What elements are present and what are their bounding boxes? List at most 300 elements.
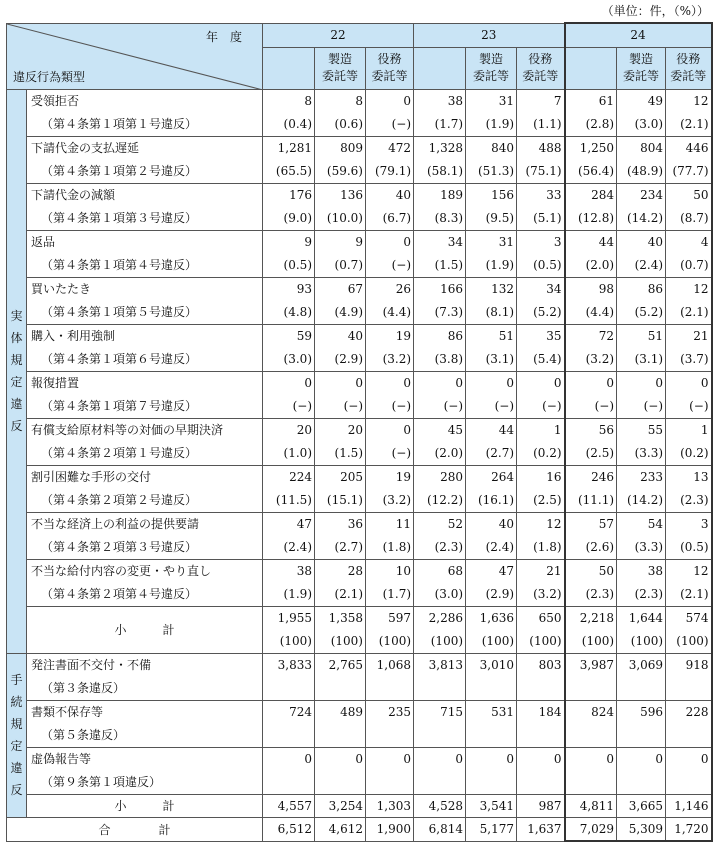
percent-value: (2.3) [434, 539, 464, 554]
value-cell [466, 700, 517, 747]
value-cell [414, 465, 466, 512]
count-value: 51 [647, 328, 664, 343]
header-type-label: 違反行為類型 [13, 69, 86, 84]
empty-line [668, 724, 709, 747]
percent-value: (4.4) [382, 304, 412, 319]
group-label-jittai-char: 規 [10, 352, 23, 367]
count-value: 3,833 [277, 657, 312, 672]
count-value: 574 [685, 610, 709, 625]
value-cell [263, 89, 315, 136]
value-cell [263, 747, 315, 794]
percent-value: (100) [378, 633, 412, 648]
percent-value: (1.7) [434, 116, 464, 131]
table-row [7, 418, 712, 465]
value-cell [315, 418, 366, 465]
percent-value: (5.4) [533, 351, 562, 366]
value-cell [366, 465, 414, 512]
violation-name: 下請代金の支払遅延 [31, 140, 140, 155]
value-cell [366, 512, 414, 559]
count-value: 0 [700, 375, 709, 390]
value-cell [366, 183, 414, 230]
value-cell [263, 700, 315, 747]
value-cell [466, 136, 517, 183]
count-value: 132 [491, 281, 515, 296]
value-cell [366, 371, 414, 418]
percent-value: (4.9) [334, 304, 363, 319]
value-cell [517, 747, 565, 794]
percent-value: (0.5) [680, 539, 709, 554]
count-value: 5,177 [466, 817, 517, 841]
count-value: 2,765 [328, 657, 363, 672]
count-value: 3 [700, 516, 709, 531]
count-value: 6,512 [263, 817, 315, 841]
value-cell [315, 230, 366, 277]
count-value: 7 [553, 93, 562, 108]
value-cell [466, 606, 517, 653]
percent-value: (3.3) [634, 539, 664, 554]
value-cell [666, 606, 712, 653]
violation-name: 下請代金の減額 [31, 187, 116, 202]
count-value: 0 [304, 751, 312, 766]
value-cell [617, 277, 666, 324]
group-label-tetsuzuki-char: 反 [10, 782, 23, 797]
value-cell [517, 277, 565, 324]
percent-value: (77.7) [672, 163, 709, 178]
count-value: 224 [289, 469, 312, 484]
total-row [7, 817, 712, 841]
value-cell [517, 559, 565, 606]
count-value: 1,955 [277, 610, 312, 625]
value-cell [414, 136, 466, 183]
count-value: 59 [296, 328, 312, 343]
percent-value: (2.1) [334, 586, 363, 601]
value-cell [263, 653, 315, 700]
percent-value: (100) [581, 633, 615, 648]
percent-value: (1.9) [485, 257, 515, 272]
percent-value: (1.9) [485, 116, 515, 131]
count-value: 38 [296, 563, 312, 578]
percent-value: (1.8) [533, 539, 562, 554]
violation-table [6, 22, 713, 842]
count-value: 987 [517, 794, 565, 817]
percent-value: (1.8) [382, 539, 412, 554]
percent-value: (5.2) [634, 304, 664, 319]
count-value: 2,218 [579, 610, 615, 625]
count-value: 47 [498, 563, 515, 578]
value-cell [315, 371, 366, 418]
value-cell [565, 230, 617, 277]
count-value: 235 [388, 704, 412, 719]
percent-value: (48.9) [626, 163, 664, 178]
percent-value: (−) [391, 445, 412, 460]
year-header-24: 24 [565, 23, 712, 47]
row-label [27, 324, 263, 371]
violation-clause: （第３条違反） [41, 680, 126, 695]
count-value: 0 [403, 234, 412, 249]
count-value: 12 [693, 93, 709, 108]
count-value: 597 [388, 610, 412, 625]
value-cell [414, 371, 466, 418]
value-cell [617, 559, 666, 606]
value-cell [315, 653, 366, 700]
value-cell [565, 465, 617, 512]
percent-value: (−) [391, 398, 412, 413]
value-cell [466, 653, 517, 700]
percent-value: (11.5) [275, 492, 312, 507]
value-cell [617, 183, 666, 230]
empty-line [368, 771, 411, 794]
value-cell [565, 418, 617, 465]
value-cell [617, 89, 666, 136]
value-cell [263, 277, 315, 324]
value-cell [263, 324, 315, 371]
group-label-jittai-char: 体 [10, 330, 23, 345]
value-cell [565, 136, 617, 183]
count-value: 4,612 [315, 817, 366, 841]
percent-value: (0.7) [680, 257, 709, 272]
percent-value: (12.8) [577, 210, 615, 225]
count-value: 1,644 [628, 610, 664, 625]
value-cell [565, 371, 617, 418]
subcol-seizo-22: 製造 委託等 [315, 47, 366, 89]
count-value: 34 [546, 281, 562, 296]
percent-value: (2.0) [585, 257, 615, 272]
value-cell [414, 747, 466, 794]
value-cell [315, 747, 366, 794]
table-row [7, 700, 712, 747]
percent-value: (−) [542, 398, 562, 413]
count-value: 11 [395, 516, 412, 531]
percent-value: (7.3) [434, 304, 464, 319]
percent-value: (−) [391, 116, 412, 131]
count-value: 1,720 [666, 817, 712, 841]
count-value: 93 [296, 281, 312, 296]
header-row-years [7, 23, 712, 47]
value-cell [617, 700, 666, 747]
count-value: 4,811 [565, 794, 617, 817]
count-value: 3,254 [315, 794, 366, 817]
table-row [7, 465, 712, 512]
count-value: 809 [340, 140, 363, 155]
count-value: 0 [700, 751, 709, 766]
value-cell [263, 183, 315, 230]
row-label [27, 653, 263, 700]
violation-clause: （第４条第１項第７号違反） [41, 398, 198, 413]
value-cell [666, 418, 712, 465]
count-value: 234 [640, 187, 664, 202]
value-cell [565, 324, 617, 371]
year-header-22: 22 [263, 23, 414, 47]
value-cell [565, 277, 617, 324]
value-cell [366, 230, 414, 277]
value-cell [366, 418, 414, 465]
percent-value: (−) [391, 257, 412, 272]
value-cell [466, 277, 517, 324]
empty-line [416, 677, 463, 700]
empty-line [317, 771, 363, 794]
percent-value: (1.7) [382, 586, 412, 601]
count-value: 8 [355, 93, 363, 108]
count-value: 4,528 [414, 794, 466, 817]
count-value: 38 [447, 93, 464, 108]
count-value: 228 [685, 704, 709, 719]
count-value: 166 [440, 281, 464, 296]
violation-name: 受領拒否 [31, 93, 80, 108]
percent-value: (2.4) [283, 539, 312, 554]
value-cell [366, 559, 414, 606]
value-cell [617, 230, 666, 277]
violation-name: 報復措置 [31, 375, 80, 390]
empty-line [519, 677, 562, 700]
percent-value: (−) [443, 398, 464, 413]
row-label [27, 465, 263, 512]
value-cell [414, 606, 466, 653]
percent-value: (14.2) [626, 210, 664, 225]
count-value: 1,303 [366, 794, 414, 817]
value-cell [466, 747, 517, 794]
percent-value: (2.5) [533, 492, 562, 507]
count-value: 1,250 [579, 140, 615, 155]
subcol-total-24 [565, 47, 617, 89]
count-value: 6,814 [414, 817, 466, 841]
empty-line [317, 677, 363, 700]
violation-clause: （第４条第１項第３号違反） [41, 210, 198, 225]
percent-value: (−) [292, 398, 312, 413]
count-value: 1 [700, 422, 709, 437]
count-value: 72 [598, 328, 615, 343]
percent-value: (2.4) [634, 257, 664, 272]
count-value: 176 [289, 187, 312, 202]
value-cell [366, 324, 414, 371]
count-value: 34 [447, 234, 464, 249]
violation-clause: （第９条第１項違反） [41, 774, 162, 789]
value-cell [366, 606, 414, 653]
value-cell [565, 606, 617, 653]
empty-line [519, 724, 562, 747]
value-cell [414, 512, 466, 559]
empty-line [619, 677, 663, 700]
violation-name: 虚偽報告等 [31, 751, 92, 766]
count-value: 26 [395, 281, 412, 296]
count-value: 9 [355, 234, 363, 249]
percent-value: (3.1) [634, 351, 664, 366]
count-value: 3,069 [628, 657, 664, 672]
value-cell [517, 700, 565, 747]
percent-value: (9.0) [283, 210, 312, 225]
count-value: 3 [553, 234, 562, 249]
value-cell [466, 371, 517, 418]
value-cell [366, 89, 414, 136]
table-row [7, 183, 712, 230]
group-label-jittai-char: 定 [10, 374, 23, 389]
percent-value: (3.2) [382, 492, 412, 507]
percent-value: (4.4) [585, 304, 615, 319]
violation-clause: （第４条第２項第３号違反） [41, 539, 198, 554]
percent-value: (65.5) [275, 163, 312, 178]
empty-line [265, 724, 312, 747]
violation-name: 買いたたき [31, 281, 92, 296]
value-cell [666, 324, 712, 371]
violation-name: 有償支給原材料等の対価の早期決済 [31, 422, 224, 437]
count-value: 19 [395, 328, 412, 343]
count-value: 67 [347, 281, 363, 296]
violation-name: 発注書面不交付・不備 [31, 657, 152, 672]
percent-value: (75.1) [525, 163, 562, 178]
value-cell [315, 324, 366, 371]
percent-value: (8.1) [485, 304, 515, 319]
group-label-tetsuzuki-char: 違 [10, 760, 23, 775]
value-cell [666, 89, 712, 136]
value-cell [666, 136, 712, 183]
percent-value: (2.7) [334, 539, 363, 554]
empty-line [468, 771, 514, 794]
row-label [27, 512, 263, 559]
percent-value: (2.3) [634, 586, 664, 601]
value-cell [466, 465, 517, 512]
percent-value: (2.1) [680, 304, 709, 319]
percent-value: (2.6) [585, 539, 615, 554]
percent-value: (2.4) [485, 539, 515, 554]
percent-value: (3.2) [585, 351, 615, 366]
value-cell [263, 559, 315, 606]
count-value: 13 [693, 469, 709, 484]
value-cell [666, 183, 712, 230]
count-value: 0 [304, 375, 312, 390]
value-cell [617, 512, 666, 559]
percent-value: (14.2) [626, 492, 664, 507]
percent-value: (59.6) [326, 163, 363, 178]
value-cell [517, 136, 565, 183]
value-cell [517, 512, 565, 559]
empty-line [416, 771, 463, 794]
count-value: 44 [498, 422, 515, 437]
group-label-tetsuzuki-char: 続 [10, 694, 23, 709]
value-cell [617, 747, 666, 794]
count-value: 1,636 [479, 610, 515, 625]
row-label [27, 700, 263, 747]
empty-line [368, 677, 411, 700]
value-cell [666, 559, 712, 606]
value-cell [466, 230, 517, 277]
value-cell [517, 183, 565, 230]
count-value: 50 [693, 187, 709, 202]
count-value: 1,068 [376, 657, 412, 672]
count-value: 596 [640, 704, 664, 719]
percent-value: (58.1) [426, 163, 464, 178]
count-value: 40 [647, 234, 664, 249]
table-row [7, 747, 712, 794]
value-cell [263, 465, 315, 512]
group-label-tetsuzuki-char: 規 [10, 716, 23, 731]
count-value: 61 [598, 93, 615, 108]
count-value: 1,281 [277, 140, 312, 155]
count-value: 264 [491, 469, 515, 484]
value-cell [366, 700, 414, 747]
count-value: 86 [447, 328, 464, 343]
count-value: 19 [395, 469, 412, 484]
percent-value: (3.3) [634, 445, 664, 460]
percent-value: (3.0) [434, 586, 464, 601]
group-label-tetsuzuki-char: 定 [10, 738, 23, 753]
percent-value: (2.8) [585, 116, 615, 131]
count-value: 0 [655, 375, 664, 390]
group-label-jittai-char: 違 [10, 396, 23, 411]
count-value: 1,328 [428, 140, 464, 155]
percent-value: (1.5) [334, 445, 363, 460]
percent-value: (100) [430, 633, 464, 648]
value-cell [517, 418, 565, 465]
violation-name: 不当な給付内容の変更・やり直し [31, 563, 212, 578]
count-value: 9 [304, 234, 312, 249]
header-nendo: 年 度 [205, 29, 242, 44]
value-cell [617, 418, 666, 465]
empty-line [468, 724, 514, 747]
count-value: 1,358 [328, 610, 363, 625]
total-label: 合 計 [7, 817, 263, 841]
value-cell [666, 512, 712, 559]
count-value: 246 [591, 469, 615, 484]
empty-line [265, 771, 312, 794]
count-value: 3,813 [428, 657, 464, 672]
percent-value: (1.0) [283, 445, 312, 460]
percent-value: (79.1) [374, 163, 412, 178]
percent-value: (6.7) [382, 210, 412, 225]
percent-value: (100) [529, 633, 562, 648]
year-header-23: 23 [414, 23, 565, 47]
percent-value: (3.1) [485, 351, 515, 366]
percent-value: (15.1) [326, 492, 363, 507]
count-value: 0 [606, 751, 615, 766]
percent-value: (3.0) [283, 351, 312, 366]
percent-value: (5.1) [533, 210, 562, 225]
count-value: 233 [640, 469, 664, 484]
count-value: 0 [506, 751, 515, 766]
value-cell [565, 89, 617, 136]
subtotal-row-tetsuzuki [7, 794, 712, 817]
percent-value: (0.6) [334, 116, 363, 131]
value-cell [466, 512, 517, 559]
count-value: 98 [598, 281, 615, 296]
count-value: 0 [606, 375, 615, 390]
count-value: 52 [447, 516, 464, 531]
value-cell [263, 136, 315, 183]
row-label [27, 183, 263, 230]
value-cell [565, 653, 617, 700]
value-cell [414, 89, 466, 136]
group-label-jittai [7, 89, 27, 653]
value-cell [517, 324, 565, 371]
value-cell [517, 653, 565, 700]
percent-value: (10.0) [326, 210, 363, 225]
count-value: 0 [355, 751, 363, 766]
percent-value: (0.2) [680, 445, 709, 460]
count-value: 0 [403, 375, 412, 390]
count-value: 1,146 [666, 794, 712, 817]
value-cell [263, 606, 315, 653]
percent-value: (2.9) [334, 351, 363, 366]
count-value: 0 [455, 375, 464, 390]
group-label-jittai-char: 実 [10, 308, 23, 323]
percent-value: (3.0) [634, 116, 664, 131]
subcol-seizo-23: 製造 委託等 [466, 47, 517, 89]
count-value: 51 [498, 328, 515, 343]
count-value: 1,900 [366, 817, 414, 841]
percent-value: (5.2) [533, 304, 562, 319]
value-cell [366, 747, 414, 794]
count-value: 446 [685, 140, 709, 155]
percent-value: (8.7) [680, 210, 709, 225]
row-label [27, 277, 263, 324]
